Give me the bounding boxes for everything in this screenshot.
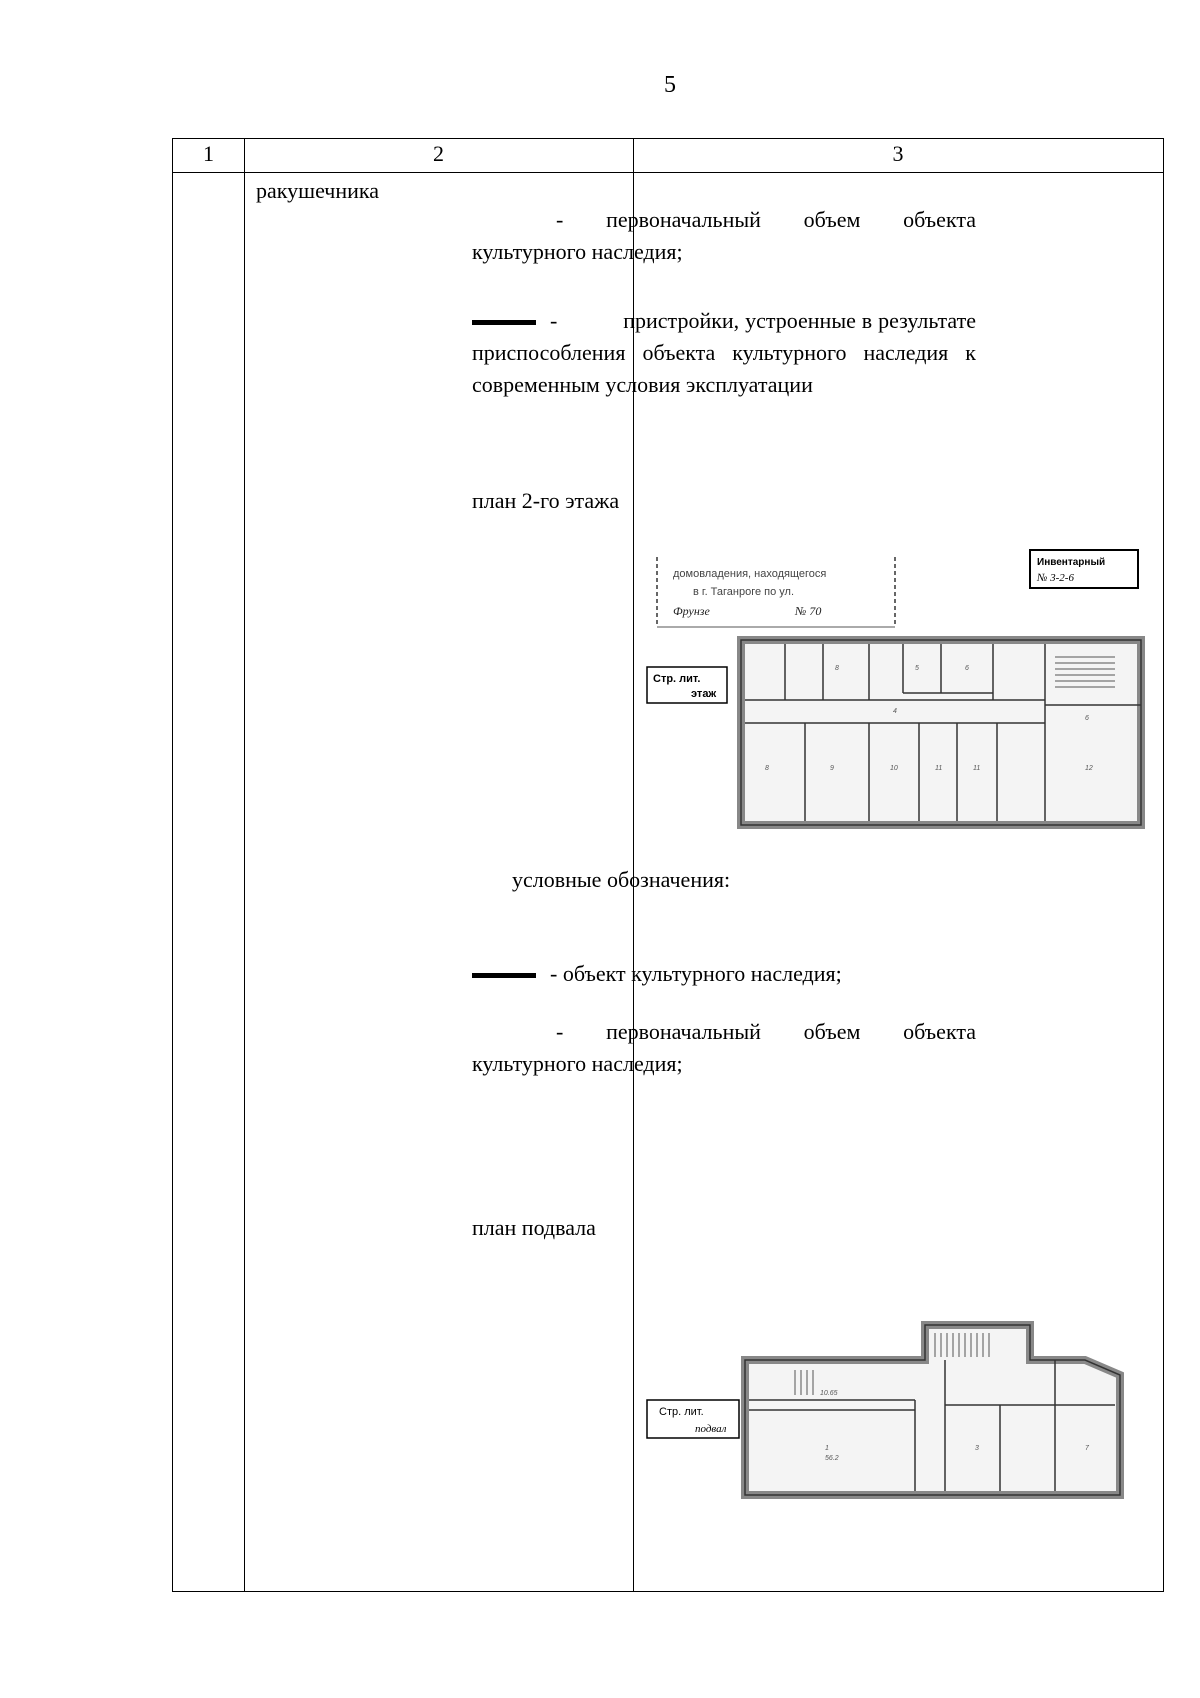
svg-text:10.65: 10.65 [820, 1390, 838, 1397]
basement-stamp-lit-label: Стр. лит. [659, 1406, 704, 1418]
legend-title: условные обозначения: [512, 867, 731, 892]
stamp-inventory-label: Инвентарный [1037, 557, 1106, 568]
stamp-house-number: № 70 [795, 604, 822, 618]
svg-text:6: 6 [1085, 715, 1089, 722]
header-col-1: 1 [203, 141, 214, 166]
stamp-address-line-2: в г. Таганроге по ул. [693, 586, 795, 598]
legend-object-row [472, 958, 976, 990]
svg-text:4: 4 [893, 708, 897, 715]
thick-line-legend-icon [472, 320, 536, 325]
svg-text:9: 9 [830, 765, 834, 772]
svg-text:10: 10 [890, 765, 898, 772]
header-col-3: 3 [892, 141, 904, 166]
stamp-inventory-number: № 3-2-6 [1037, 572, 1074, 584]
stamp-floor-label: этаж [691, 688, 717, 700]
extensions-text: пристройки, устроенные в результате приспособления объекта культурного наследия к современным условия эксплуатации [472, 308, 976, 397]
header-divider [173, 172, 1163, 173]
svg-text:6: 6 [965, 665, 969, 672]
plan-2nd-floor-title: план 2-го этажа [472, 488, 620, 513]
address-stamp [657, 557, 895, 627]
para-extensions: - пристройки, устроенные в результате приспособления объекта культурного наследия к современным условия эксплуатации [472, 308, 976, 397]
svg-text:1: 1 [825, 1445, 829, 1452]
svg-text:5: 5 [915, 665, 919, 672]
svg-text:7: 7 [1085, 1445, 1089, 1452]
header-col-2: 2 [433, 141, 444, 166]
svg-text:8: 8 [835, 665, 839, 672]
para-original-volume: - первоначальный объем объекта культурного наследия; [472, 207, 976, 264]
basement-stamp-sub-label: подвал [695, 1423, 727, 1435]
floor-plan-basement [645, 1315, 1150, 1515]
svg-text:11: 11 [973, 765, 981, 772]
stamp-lit-label: Стр. лит. [653, 673, 701, 685]
svg-text:12: 12 [1085, 765, 1093, 772]
legend-object-text: - объект культурного наследия; [550, 961, 842, 986]
stamp-address-line-1: домовладения, находящегося [673, 568, 827, 580]
page-number: 5 [664, 72, 676, 98]
stamp-street: Фрунзе [673, 604, 710, 618]
para-original-volume-2: - первоначальный объем объекта культурного наследия; [472, 1019, 976, 1076]
floor-plan-2nd-floor [645, 545, 1150, 845]
material-text: ракушечника [256, 178, 380, 203]
thick-line-legend-icon [472, 973, 536, 978]
svg-text:56.2: 56.2 [825, 1455, 839, 1462]
column-divider-1 [244, 139, 245, 1591]
plan-basement-title: план подвала [472, 1215, 596, 1240]
svg-text:3: 3 [975, 1445, 979, 1452]
lit-stamp [647, 667, 727, 703]
svg-text:11: 11 [935, 765, 943, 772]
svg-text:8: 8 [765, 765, 769, 772]
basement-lit-stamp [647, 1400, 739, 1438]
inventory-stamp [1030, 550, 1138, 588]
